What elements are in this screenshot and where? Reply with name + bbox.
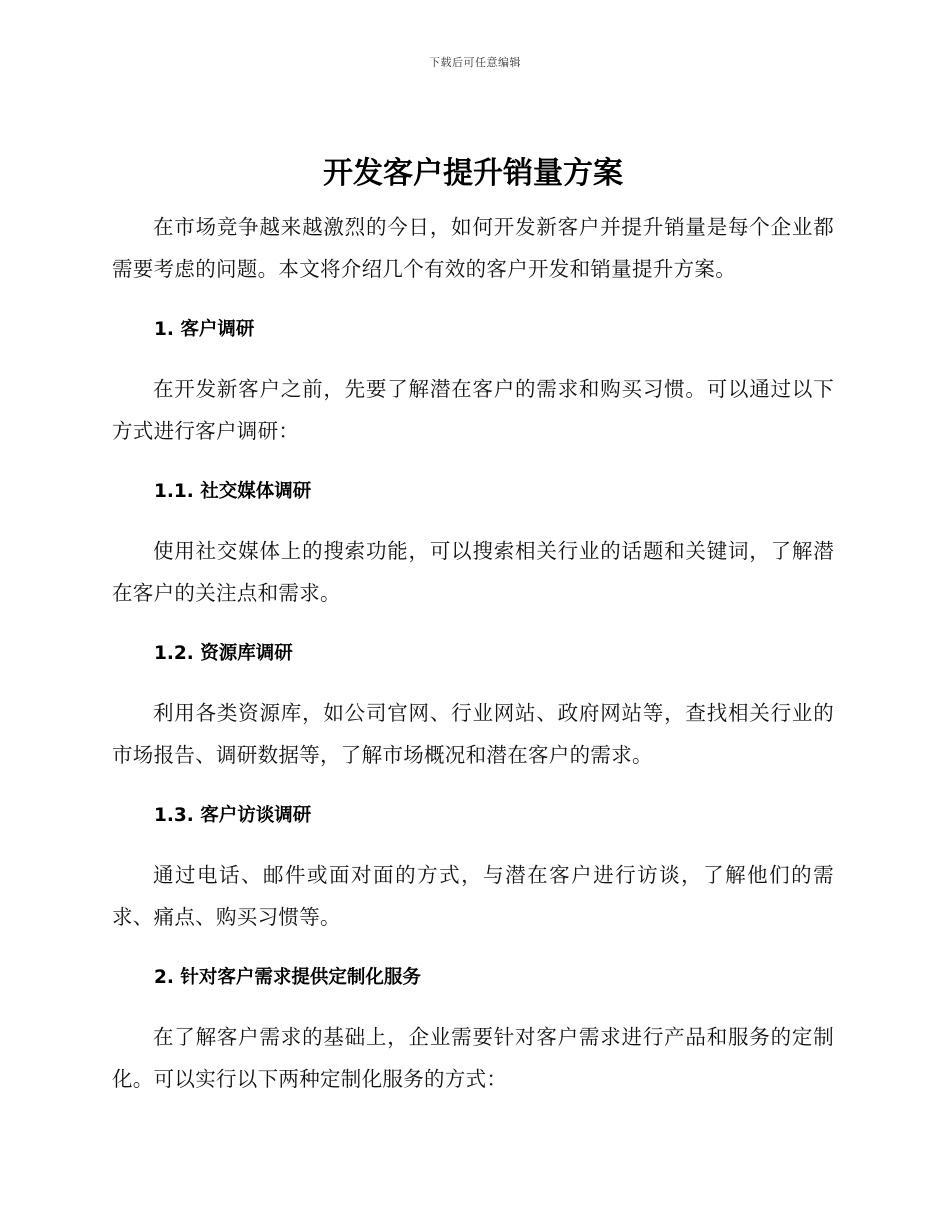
spacer bbox=[112, 994, 834, 1016]
section-heading-1-2: 1.2. 资源库调研 bbox=[154, 643, 293, 664]
spacer bbox=[112, 832, 834, 854]
spacer bbox=[112, 776, 834, 800]
section-body-1: 在开发新客户之前，先要了解潜在客户的需求和购买习惯。可以通过以下方式进行客户调研： bbox=[112, 377, 834, 443]
section-body-1-3: 通过电话、邮件或面对面的方式，与潜在客户进行访谈，了解他们的需求、痛点、购买习惯等。 bbox=[112, 863, 834, 929]
document-title: 开发客户提升销量方案 bbox=[323, 156, 623, 191]
spacer bbox=[112, 346, 834, 368]
section-body-2: 在了解客户需求的基础上，企业需要针对客户需求进行产品和服务的定制化。可以实行以下两种定制化服务的方式： bbox=[112, 1025, 834, 1091]
document-body bbox=[112, 150, 834, 1100]
spacer bbox=[112, 452, 834, 476]
section-heading-1-1: 1.1. 社交媒体调研 bbox=[154, 481, 312, 502]
intro-paragraph: 在市场竞争越来越激烈的今日，如何开发新客户并提升销量是每个企业都需要考虑的问题。本文将介绍几个有效的客户开发和销量提升方案。 bbox=[112, 215, 834, 281]
spacer bbox=[112, 508, 834, 530]
spacer bbox=[112, 290, 834, 314]
section-heading-2: 2. 针对客户需求提供定制化服务 bbox=[154, 967, 421, 988]
section-body-1-1: 使用社交媒体上的搜索功能，可以搜索相关行业的话题和关键词，了解潜在客户的关注点和需求。 bbox=[112, 539, 834, 605]
page-header: 下载后可任意编辑 bbox=[429, 56, 521, 69]
spacer bbox=[112, 670, 834, 692]
spacer bbox=[112, 614, 834, 638]
section-heading-1-3: 1.3. 客户访谈调研 bbox=[154, 805, 312, 826]
section-body-1-2: 利用各类资源库，如公司官网、行业网站、政府网站等，查找相关行业的市场报告、调研数据等，了解市场概况和潜在客户的需求。 bbox=[112, 701, 834, 767]
section-heading-1: 1. 客户调研 bbox=[154, 319, 255, 340]
spacer bbox=[112, 938, 834, 962]
